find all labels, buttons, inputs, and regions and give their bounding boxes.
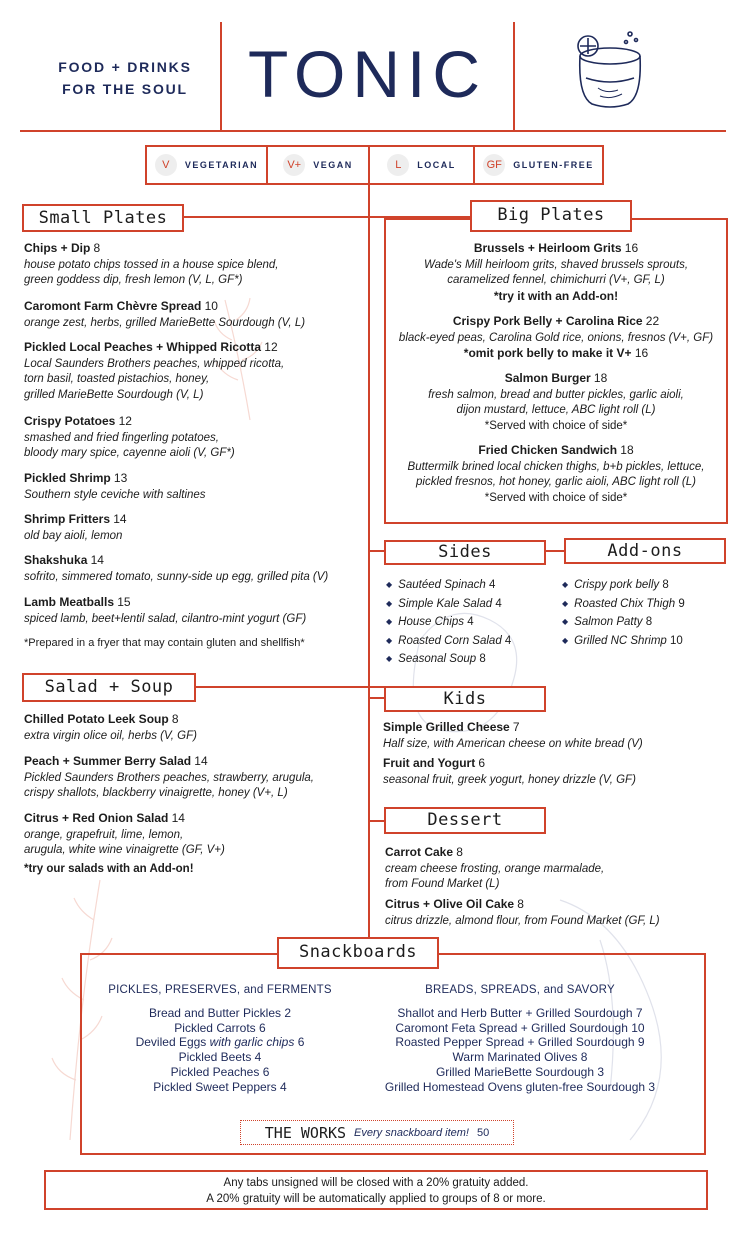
small-plates-title: Small Plates bbox=[22, 204, 184, 232]
menu-item-heading bbox=[24, 340, 364, 357]
menu-item-price: 8 bbox=[171, 712, 179, 726]
menu-item-name: Fruit and Yogurt bbox=[383, 756, 476, 770]
dessert-title: Dessert bbox=[384, 807, 546, 834]
menu-item-name: Peach + Summer Berry Salad bbox=[24, 754, 192, 768]
menu-item-heading bbox=[24, 553, 369, 570]
menu-item-description: Half size, with American cheese on white bread (V) bbox=[383, 737, 643, 750]
menu-item-price: 14 bbox=[90, 553, 104, 567]
menu-item-description: Pickled Saunders Brothers peaches, strawberry, arugula, crispy shallots, blackberry vinaigrette, honey (V+, L) bbox=[24, 771, 314, 799]
menu-item-name: Citrus + Olive Oil Cake bbox=[385, 897, 515, 911]
snack-item-price: 3 bbox=[597, 1064, 605, 1079]
snack-left-list bbox=[98, 1006, 342, 1095]
menu-item-note bbox=[386, 346, 726, 362]
menu-item bbox=[24, 512, 364, 544]
salad-soup-title: Salad + Soup bbox=[22, 673, 196, 702]
menu-item-description: seasonal fruit, greek yogurt, honey drizzle (V, GF) bbox=[383, 773, 636, 786]
side-item-name: Seasonal Soup bbox=[398, 653, 477, 665]
menu-item-price: 22 bbox=[645, 314, 660, 328]
menu-item-description: old bay aioli, lemon bbox=[24, 529, 123, 542]
menu-item-name: Simple Grilled Cheese bbox=[383, 720, 510, 734]
menu-item-name: Chips + Dip bbox=[24, 241, 91, 255]
menu-item-heading bbox=[24, 754, 369, 771]
header-divider-right bbox=[513, 22, 515, 130]
menu-item bbox=[386, 241, 726, 304]
vegan-badge-icon: V+ bbox=[283, 154, 305, 176]
menu-item-name: Pickled Local Peaches + Whipped Ricotta bbox=[24, 340, 262, 354]
menu-item-heading bbox=[385, 845, 725, 862]
snack-item-note: with garlic chips bbox=[209, 1035, 295, 1050]
menu-item-name: Lamb Meatballs bbox=[24, 595, 115, 609]
menu-item-description: black-eyed peas, Carolina Gold rice, onions, fresnos (V+, GF) bbox=[398, 331, 714, 344]
dietary-legend bbox=[145, 145, 604, 185]
legend-local: L LOCAL bbox=[370, 147, 475, 183]
menu-item-name: Brussels + Heirloom Grits bbox=[473, 241, 622, 255]
menu-item bbox=[24, 414, 364, 462]
the-works-title: THE WORKS bbox=[264, 1123, 347, 1142]
connector-sides bbox=[368, 550, 384, 552]
menu-item-heading bbox=[24, 241, 364, 258]
menu-item bbox=[386, 443, 726, 506]
menu-item-price: 14 bbox=[171, 811, 185, 825]
addon-item-price: 8 bbox=[645, 616, 653, 628]
tagline-line-2: FOR THE SOUL bbox=[62, 81, 188, 97]
snack-item-price: 2 bbox=[284, 1005, 292, 1020]
menu-item bbox=[383, 720, 723, 752]
menu-item bbox=[24, 595, 369, 627]
menu-item-description: citrus drizzle, almond flour, from Found Market (GF, L) bbox=[385, 914, 660, 927]
menu-item-name: Crispy Pork Belly + Carolina Rice bbox=[452, 314, 643, 328]
addon-item-price: 8 bbox=[662, 579, 669, 591]
side-item bbox=[386, 632, 511, 651]
addon-item bbox=[562, 613, 685, 632]
snack-item-name: Pickled Peaches bbox=[170, 1064, 260, 1079]
menu-item-price: 8 bbox=[456, 845, 463, 859]
menu-item-heading bbox=[24, 512, 364, 529]
addon-item-name: Crispy pork belly bbox=[574, 579, 660, 591]
menu-item-price: 18 bbox=[593, 371, 608, 385]
menu-item-name: Fried Chicken Sandwich bbox=[478, 443, 618, 457]
gratuity-line-2: A 20% gratuity will be automatically applied to groups of 8 or more. bbox=[206, 1193, 546, 1205]
menu-item-heading bbox=[24, 712, 364, 729]
brand-title: TONIC bbox=[247, 37, 488, 111]
gratuity-line-1: Any tabs unsigned will be closed with a 20% gratuity added. bbox=[223, 1177, 529, 1189]
menu-item bbox=[24, 712, 364, 744]
snack-item-name: Roasted Pepper Spread + Grilled Sourdough bbox=[395, 1035, 635, 1050]
small-plates-note: *Prepared in a fryer that may contain gluten and shellfish* bbox=[24, 637, 305, 649]
sides-list bbox=[386, 576, 511, 669]
addons-title: Add-ons bbox=[564, 538, 726, 564]
menu-item bbox=[24, 471, 364, 503]
snack-item-price: 6 bbox=[259, 1020, 266, 1035]
snack-item-name: Grilled Homestead Ovens gluten-free Sourdough bbox=[384, 1079, 646, 1094]
menu-item-price: 16 bbox=[624, 241, 639, 255]
addon-item bbox=[562, 632, 685, 651]
menu-item-note-text: *try it with an Add-on! bbox=[493, 288, 619, 303]
snack-item-name: Pickled Carrots bbox=[174, 1020, 256, 1035]
menu-item-price: 14 bbox=[113, 512, 127, 526]
menu-item-price: 8 bbox=[517, 897, 524, 911]
snack-left-heading: PICKLES, PRESERVES, and FERMENTS bbox=[108, 984, 332, 996]
legend-vegetarian: V VEGETARIAN bbox=[147, 147, 268, 183]
snack-item-price: 4 bbox=[280, 1079, 287, 1094]
legend-vegan: V+ VEGAN bbox=[268, 147, 370, 183]
header-rule bbox=[20, 130, 726, 132]
side-item bbox=[386, 613, 511, 632]
snack-right-heading: BREADS, SPREADS, and SAVORY bbox=[425, 984, 615, 996]
kids-title: Kids bbox=[384, 686, 546, 712]
snack-right-column bbox=[360, 983, 680, 1095]
menu-item-note-text: *omit pork belly to make it V+ bbox=[463, 346, 632, 360]
snack-item bbox=[98, 1021, 342, 1036]
menu-item-heading bbox=[385, 897, 725, 914]
menu-item-heading bbox=[383, 720, 723, 737]
snack-item-price: 3 bbox=[648, 1079, 656, 1094]
big-plates-title: Big Plates bbox=[470, 200, 632, 232]
addon-item bbox=[562, 595, 685, 614]
menu-item-description: extra virgin olice oil, herbs (V, GF) bbox=[24, 729, 197, 742]
connector-kids bbox=[368, 697, 384, 699]
menu-item-name: Carrot Cake bbox=[385, 845, 454, 859]
snack-item-name: Pickled Beets bbox=[178, 1050, 252, 1065]
snackboards-title: Snackboards bbox=[277, 937, 439, 969]
menu-item-description: sofrito, simmered tomato, sunny-side up egg, grilled pita (V) bbox=[24, 570, 329, 583]
glass-icon bbox=[570, 26, 650, 110]
menu-item-heading bbox=[24, 471, 364, 488]
the-works-desc: Every snackboard item! bbox=[354, 1126, 469, 1139]
menu-item-description: Buttermilk brined local chicken thighs, b+b pickles, lettuce, pickled fresnos, hot honey, garlic aioli, ABC light roll (L) bbox=[407, 460, 705, 488]
menu-item-description: spiced lamb, beet+lentil salad, cilantro-mint yogurt (GF) bbox=[24, 612, 307, 625]
tagline-line-1: FOOD + DRINKS bbox=[58, 59, 192, 75]
vegetarian-badge-icon: V bbox=[155, 154, 177, 176]
snack-item-price: 6 bbox=[297, 1035, 305, 1050]
menu-item-description: Southern style ceviche with saltines bbox=[24, 488, 206, 501]
menu-item-name: Crispy Potatoes bbox=[24, 414, 116, 428]
menu-item-price: 8 bbox=[93, 241, 101, 255]
legend-gluten-free: GF GLUTEN-FREE bbox=[475, 147, 602, 183]
menu-item bbox=[24, 811, 364, 859]
menu-item-description: orange, grapefruit, lime, lemon, arugula, white wine vinaigrette (GF, V+) bbox=[24, 828, 225, 856]
snack-item bbox=[98, 1080, 342, 1095]
side-item-name: Roasted Corn Salad bbox=[398, 634, 502, 647]
tagline bbox=[40, 56, 210, 100]
side-item bbox=[386, 650, 511, 669]
menu-item bbox=[385, 897, 725, 929]
menu-item-price: 13 bbox=[113, 471, 128, 485]
the-works-price: 50 bbox=[476, 1126, 490, 1139]
side-item-price: 4 bbox=[495, 597, 502, 610]
snack-item bbox=[360, 1021, 680, 1036]
snack-right-list bbox=[360, 1006, 680, 1095]
menu-item-description: smashed and fried fingerling potatoes, bloody mary spice, cayenne aioli (V, GF*) bbox=[24, 431, 235, 459]
menu-item-price: 6 bbox=[478, 756, 486, 770]
menu-item-price: 7 bbox=[512, 720, 520, 734]
side-item-name: House Chips bbox=[398, 616, 464, 628]
menu-item-description: cream cheese frosting, orange marmalade, from Found Market (L) bbox=[385, 862, 605, 890]
gratuity-notice bbox=[44, 1170, 708, 1210]
sides-title: Sides bbox=[384, 540, 546, 565]
addon-item-price: 10 bbox=[670, 634, 683, 647]
snack-item-price: 7 bbox=[635, 1005, 643, 1020]
menu-item-name: Caromont Farm Chèvre Spread bbox=[24, 299, 202, 313]
menu-item bbox=[386, 371, 726, 434]
menu-item-heading bbox=[386, 443, 726, 460]
snack-item-name: Pickled Sweet Peppers bbox=[153, 1079, 277, 1094]
snack-item bbox=[98, 1050, 342, 1065]
menu-item-description: orange zest, herbs, grilled MarieBette Sourdough (V, L) bbox=[24, 316, 306, 329]
snack-item bbox=[360, 1035, 680, 1050]
side-item bbox=[386, 595, 511, 614]
snack-item-price: 6 bbox=[262, 1064, 270, 1079]
menu-item bbox=[24, 299, 364, 331]
menu-item-name: Salmon Burger bbox=[504, 371, 591, 385]
snack-item bbox=[360, 1080, 680, 1095]
menu-item bbox=[386, 314, 726, 362]
menu-item-name: Shakshuka bbox=[24, 553, 88, 567]
snack-item-price: 4 bbox=[254, 1050, 262, 1065]
menu-item-name: Chilled Potato Leek Soup bbox=[24, 712, 169, 726]
side-item-name: Simple Kale Salad bbox=[398, 597, 493, 610]
connector-dessert bbox=[368, 820, 384, 822]
menu-item-heading bbox=[386, 241, 726, 258]
gluten-free-badge-icon: GF bbox=[483, 154, 505, 176]
snack-item bbox=[98, 1035, 342, 1050]
menu-item-note-price: 16 bbox=[634, 346, 649, 360]
menu-item-heading bbox=[386, 314, 726, 331]
snack-item bbox=[360, 1065, 680, 1080]
menu-item bbox=[383, 756, 723, 788]
menu-item-price: 18 bbox=[620, 443, 634, 457]
side-item-name: Sautéed Spinach bbox=[398, 579, 486, 591]
menu-item-price: 12 bbox=[264, 340, 278, 354]
menu-item-name: Shrimp Fritters bbox=[24, 512, 111, 526]
menu-item bbox=[24, 553, 369, 585]
menu-item-heading bbox=[386, 371, 726, 388]
menu-item-heading bbox=[24, 595, 369, 612]
menu-item-description: Local Saunders Brothers peaches, whipped ricotta, torn basil, toasted pistachios, honey, grilled MarieBette Sourdough (V, L) bbox=[24, 357, 285, 401]
side-item-price: 8 bbox=[479, 653, 486, 665]
menu-item-name: Pickled Shrimp bbox=[24, 471, 111, 485]
menu-item-price: 14 bbox=[194, 754, 208, 768]
menu-item-served: *Served with choice of side* bbox=[484, 419, 628, 432]
addon-item-name: Salmon Patty bbox=[574, 616, 643, 628]
side-item-price: 4 bbox=[488, 579, 496, 591]
connector-addons bbox=[545, 550, 565, 552]
snack-item-price: 9 bbox=[637, 1035, 645, 1050]
the-works-box bbox=[240, 1120, 514, 1145]
menu-item-description: house potato chips tossed in a house spice blend, green goddess dip, fresh lemon (V, L, GF*) bbox=[24, 258, 279, 286]
addon-item bbox=[562, 576, 685, 595]
side-item bbox=[386, 576, 511, 595]
snack-item-name: Caromont Feta Spread + Grilled Sourdough bbox=[395, 1020, 628, 1035]
side-item-price: 4 bbox=[467, 616, 474, 628]
menu-item-served: *Served with choice of side* bbox=[484, 491, 628, 504]
menu-item-note bbox=[386, 289, 726, 305]
menu-item-heading bbox=[24, 811, 364, 828]
menu-item bbox=[24, 754, 369, 802]
snack-item bbox=[360, 1006, 680, 1021]
snack-item-name: Grilled MarieBette Sourdough bbox=[435, 1064, 595, 1079]
snack-item-name: Shallot and Herb Butter + Grilled Sourdough bbox=[397, 1005, 633, 1020]
menu-item-description: Wade's Mill heirloom grits, shaved brussels sprouts, caramelized fennel, chimichurri (V+, GF, L) bbox=[423, 258, 689, 286]
snack-item-name: Bread and Butter Pickles bbox=[148, 1005, 282, 1020]
addon-item-price: 9 bbox=[678, 597, 685, 610]
menu-item-description: fresh salmon, bread and butter pickles, garlic aioli, dijon mustard, lettuce, ABC light roll (L) bbox=[428, 388, 684, 416]
snack-item-name: Deviled Eggs bbox=[135, 1035, 207, 1050]
salad-note: *try our salads with an Add-on! bbox=[24, 863, 194, 875]
menu-item-price: 12 bbox=[118, 414, 132, 428]
menu-item bbox=[385, 845, 725, 893]
local-badge-icon: L bbox=[387, 154, 409, 176]
menu-item bbox=[24, 241, 364, 289]
menu-item-heading bbox=[24, 299, 364, 316]
side-item-price: 4 bbox=[504, 634, 512, 647]
connector-salad bbox=[192, 686, 384, 688]
menu-item-heading bbox=[383, 756, 723, 773]
menu-item-price: 15 bbox=[117, 595, 131, 609]
addons-list bbox=[562, 576, 685, 650]
snack-item bbox=[360, 1050, 680, 1065]
addon-item-name: Roasted Chix Thigh bbox=[574, 597, 676, 610]
snack-item bbox=[98, 1006, 342, 1021]
addon-item-name: Grilled NC Shrimp bbox=[574, 634, 667, 647]
menu-item bbox=[24, 340, 364, 403]
snack-item bbox=[98, 1065, 342, 1080]
snack-item-price: 10 bbox=[631, 1020, 645, 1035]
snack-item-name: Warm Marinated Olives bbox=[452, 1050, 578, 1065]
menu-item-heading bbox=[24, 414, 364, 431]
snack-item-price: 8 bbox=[580, 1050, 588, 1065]
snack-left-column bbox=[98, 983, 342, 1095]
menu-item-name: Citrus + Red Onion Salad bbox=[24, 811, 169, 825]
menu-item-price: 10 bbox=[204, 299, 218, 313]
